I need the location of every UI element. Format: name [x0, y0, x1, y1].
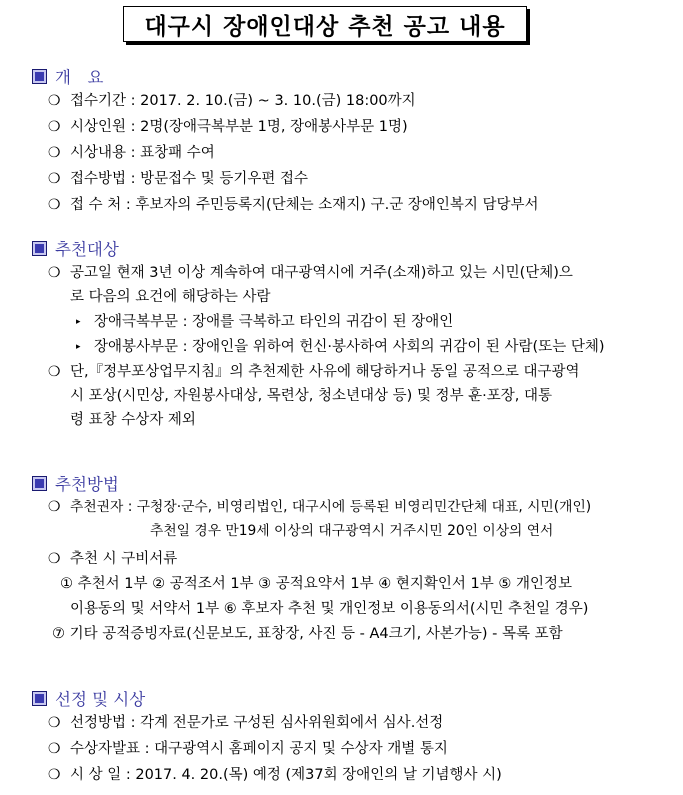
sub-item: ▸ 장애극복부문 : 장애를 극복하고 타인의 귀감이 된 장애인 [76, 314, 454, 330]
circle-bullet-icon: ❍ [48, 197, 61, 213]
arrow-bullet-icon: ▸ [76, 342, 81, 352]
circle-bullet-icon: ❍ [48, 364, 61, 380]
section-square-icon [32, 476, 47, 491]
section-heading-overview [32, 64, 103, 88]
section-heading-text: 개 요 [55, 68, 104, 87]
circle-bullet-icon: ❍ [48, 551, 61, 567]
list-item: ❍ 시상인원 : 2명(장애극복부분 1명, 장애봉사부문 1명) [48, 119, 408, 135]
section-heading-target [32, 236, 119, 260]
list-item: ❍ 시 상 일 : 2017. 4. 20.(목) 예정 (제37회 장애인의 날 기념행사 시) [48, 767, 502, 783]
circle-bullet-icon: ❍ [48, 715, 61, 731]
section-square-icon [32, 241, 47, 256]
section-square-icon [32, 69, 47, 84]
circle-bullet-icon: ❍ [48, 499, 61, 515]
document-title: 대구시 장애인대상 추천 공고 내용 [123, 6, 527, 42]
section-heading-selection [32, 686, 145, 710]
list-item: ❍ 수상자발표 : 대구광역시 홈페이지 공지 및 수상자 개별 통지 [48, 741, 448, 757]
list-item: ❍ 시상내용 : 표창패 수여 [48, 145, 215, 161]
list-item-continued: 추천일 경우 만19세 이상의 대구광역시 거주시민 20인 이상의 연서 [150, 523, 554, 539]
circle-bullet-icon: ❍ [48, 767, 61, 783]
list-item-continued: 령 표창 수상자 제외 [70, 412, 196, 428]
circle-bullet-icon: ❍ [48, 171, 61, 187]
document-list-line: 이용동의 및 서약서 1부 ⑥ 후보자 추천 및 개인정보 이용동의서(시민 추천일 경우) [70, 601, 589, 617]
circle-bullet-icon: ❍ [48, 265, 61, 281]
section-square-icon [32, 691, 47, 706]
list-item: ❍ 접수기간 : 2017. 2. 10.(금) ~ 3. 10.(금) 18:00까지 [48, 93, 416, 109]
sub-item: ▸ 장애봉사부문 : 장애인을 위하여 헌신·봉사하여 사회의 귀감이 된 사람(또는 단체) [76, 339, 605, 355]
list-item-continued: 시 포상(시민상, 자원봉사대상, 목련상, 청소년대상 등) 및 정부 훈·포장, 대통 [70, 388, 553, 404]
list-item: ❍ 선정방법 : 각계 전문가로 구성된 심사위원회에서 심사.선정 [48, 715, 444, 731]
list-item: ❍ 추천 시 구비서류 [48, 551, 178, 567]
section-heading-text: 선정 및 시상 [55, 690, 146, 709]
section-heading-method [32, 471, 119, 495]
list-item: ❍ 접수방법 : 방문접수 및 등기우편 접수 [48, 171, 309, 187]
circle-bullet-icon: ❍ [48, 119, 61, 135]
list-item: ❍ 단,『정부포상업무지침』의 추천제한 사유에 해당하거나 동일 공적으로 대구광역 [48, 364, 580, 380]
section-heading-text: 추천대상 [55, 240, 119, 259]
circle-bullet-icon: ❍ [48, 145, 61, 161]
list-item-continued: 로 다음의 요건에 해당하는 사람 [70, 289, 271, 305]
circle-bullet-icon: ❍ [48, 741, 61, 757]
arrow-bullet-icon: ▸ [76, 317, 81, 327]
section-heading-text: 추천방법 [55, 475, 119, 494]
list-item: ❍ 추천권자 : 구청장·군수, 비영리법인, 대구시에 등록된 비영리민간단체 대표, 시민(개인) [48, 499, 592, 515]
circle-bullet-icon: ❍ [48, 93, 61, 109]
document-list-line: ⑦ 기타 공적증빙자료(신문보도, 표창장, 사진 등 - A4크기, 사본가능) - 목록 포함 [52, 626, 563, 642]
list-item: ❍ 공고일 현재 3년 이상 계속하여 대구광역시에 거주(소재)하고 있는 시민(단체)으 [48, 265, 573, 281]
list-item: ❍ 접 수 처 : 후보자의 주민등록지(단체는 소재지) 구.군 장애인복지 담당부서 [48, 197, 539, 213]
document-list-line: ① 추천서 1부 ② 공적조서 1부 ③ 공적요약서 1부 ④ 현지확인서 1부 ⑤ 개인정보 [60, 576, 572, 592]
